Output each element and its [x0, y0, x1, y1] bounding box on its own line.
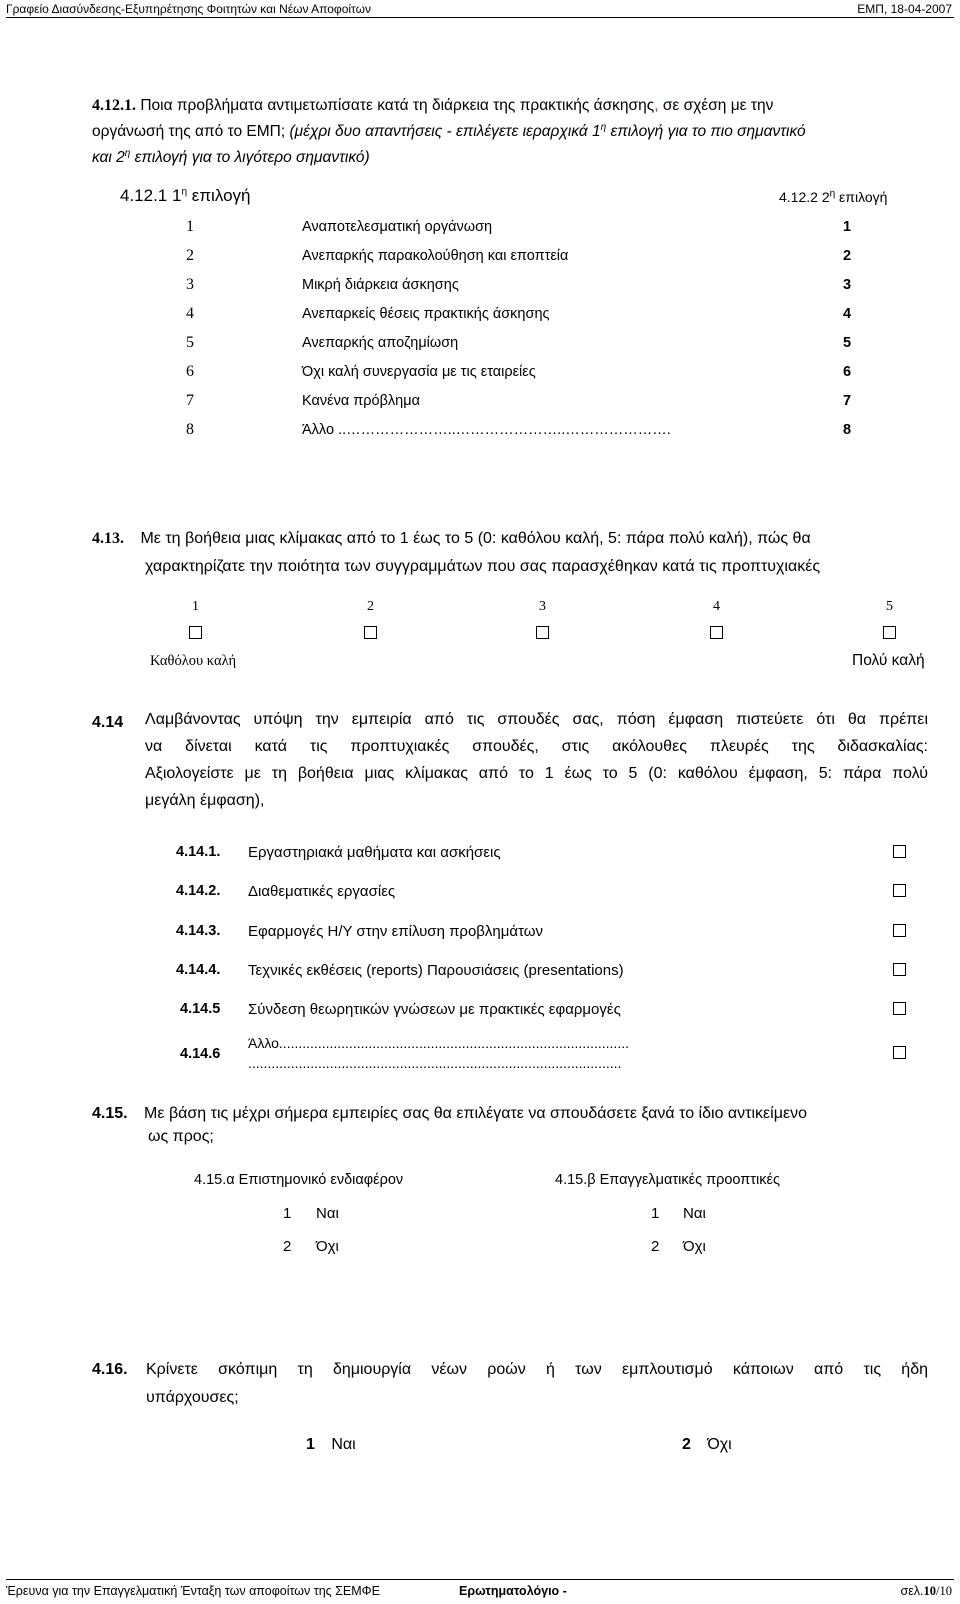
question-4-14-number: 4.14 [92, 714, 124, 731]
answer-number: 1 [651, 1205, 660, 1222]
option-number: 6 [186, 363, 194, 380]
item-label: Σύνδεση θεωρητικών γνώσεων με πρακτικές εφαρμογές [248, 1001, 621, 1018]
answer-number: 2 [651, 1238, 660, 1255]
item-code: 4.14.6 [180, 1046, 221, 1062]
header-rule [6, 17, 954, 18]
footer-left: Έρευνα για την Επαγγελματική Ένταξη των αποφοίτων της ΣΕΜΦΕ [6, 1584, 380, 1598]
checkbox-icon[interactable] [710, 626, 723, 639]
question-4-13-line2: χαρακτηρίζατε την ποιότητα των συγγραμμάτων που σας παρασχέθηκαν κατά τις προπτυχιακές [145, 558, 821, 575]
option-number: 8 [186, 421, 194, 438]
checkbox-icon[interactable] [893, 924, 906, 937]
column-career-prospects: 4.15.β Επαγγελματικές προοπτικές [555, 1172, 780, 1188]
option-number-second: 5 [843, 335, 852, 351]
checkbox-icon[interactable] [893, 884, 906, 897]
question-number: 4.12.1. [92, 97, 136, 114]
option-number-second: 1 [843, 219, 852, 235]
question-4-16-number: 4.16. [92, 1361, 128, 1378]
checkbox-icon[interactable] [883, 626, 896, 639]
question-4-12-line3: και $2^\eta$ επιλογή για το λιγότερο σημαντικό) [92, 147, 370, 166]
option-number-second: 3 [843, 277, 852, 293]
item-code: 4.14.1. [176, 844, 221, 860]
footer-rule [6, 1579, 954, 1580]
item-label-continued: ................................................................................................ [248, 1055, 622, 1071]
question-4-16-line1: Κρίνετε σκόπιμη τη δημιουργία νέων ροών ή των εμπλουτισμό κάποιων από τις ήδη [146, 1361, 928, 1378]
item-label: Τεχνικές εκθέσεις (reports) Παρουσιάσεις (presentations) [248, 962, 624, 979]
checkbox-icon[interactable] [536, 626, 549, 639]
item-code: 4.14.3. [176, 923, 221, 939]
option-number-second: 7 [843, 393, 852, 409]
scale-number: 3 [539, 599, 546, 614]
question-4-16-line2: υπάρχουσες; [146, 1389, 239, 1406]
scale-number: 2 [367, 599, 374, 614]
scale-low-label: Καθόλου καλή [150, 653, 237, 669]
footer-center: Ερωτηματολόγιο - [459, 1584, 567, 1598]
option-number: 7 [186, 392, 194, 409]
item-label: Άλλο.......................................................................................... [248, 1035, 629, 1051]
column-first-choice: 4.12.1 $1^\eta$ επιλογή [120, 186, 251, 205]
item-code: 4.14.5 [180, 1001, 221, 1017]
item-label: Εργαστηριακά μαθήματα και ασκήσεις [248, 844, 501, 861]
checkbox-icon[interactable] [893, 1002, 906, 1015]
question-4-15-line1: 4.15. Με βάση τις μέχρι σήμερα εμπειρίες σας θα επιλέγατε να σπουδάσετε ξανά το ίδιο αντικείμενο [92, 1105, 807, 1122]
item-label: Εφαρμογές Η/Υ στην επίλυση προβλημάτων [248, 923, 544, 940]
column-scientific-interest: 4.15.α Επιστημονικό ενδιαφέρον [194, 1172, 404, 1188]
question-4-12-line2: οργάνωσή της από το ΕΜΠ; (μέχρι δυο απαντήσεις - επιλέγετε ιεραρχικά $1^\eta$ επιλογή για το πιο σημαντικό [92, 121, 806, 140]
checkbox-icon[interactable] [893, 1046, 906, 1059]
option-number: 5 [186, 334, 194, 351]
option-label: Ανεπαρκής παρακολούθηση και εποπτεία [302, 248, 569, 264]
question-4-15-line2: ως προς; [148, 1128, 214, 1145]
option-label: Αναποτελεσματική οργάνωση [302, 219, 493, 235]
option-number-second: 8 [843, 422, 852, 438]
answer-number: 1 [283, 1205, 292, 1222]
answer-yes[interactable]: 1 Ναι [306, 1436, 356, 1453]
item-label: Διαθεματικές εργασίες [248, 883, 396, 900]
scale-number: 4 [713, 599, 720, 614]
scale-high-label: Πολύ καλή [852, 652, 925, 669]
checkbox-icon[interactable] [893, 963, 906, 976]
option-label: Ανεπαρκείς θέσεις πρακτικής άσκησης [302, 306, 550, 322]
option-number-second: 2 [843, 248, 852, 264]
checkbox-icon[interactable] [364, 626, 377, 639]
header-right: ΕΜΠ, 18-04-2007 [857, 2, 952, 16]
answer-no[interactable]: 2 Όχι [682, 1436, 732, 1453]
header-left: Γραφείο Διασύνδεσης-Εξυπηρέτησης Φοιτητών και Νέων Αποφοίτων [6, 2, 371, 16]
question-4-12-line1: 4.12.1. Ποια προβλήματα αντιμετωπίσατε κατά τη διάρκεια της πρακτικής άσκησης, σε σχέση με την [92, 97, 774, 114]
scale-number: 5 [886, 599, 893, 614]
option-label: Ανεπαρκής αποζημίωση [302, 335, 459, 351]
option-number: 3 [186, 276, 194, 293]
checkbox-icon[interactable] [893, 845, 906, 858]
option-number: 1 [186, 218, 194, 235]
column-second-choice: 4.12.2 $2^\eta$ επιλογή [779, 188, 888, 205]
item-code: 4.14.2. [176, 883, 221, 899]
answer-label: Ναι [683, 1205, 706, 1222]
question-4-14-text: Λαμβάνοντας υπόψη την εμπειρία από τις σπουδές σας, πόση έμφαση πιστεύετε ότι θα πρέπει να δίνεται κατά τις προπτυχιακές σπουδές, στις ακόλουθες πλευρές της διδασκαλίας: Αξιολογείστε με τη βοήθεια μιας κλίμακας από το 1 έως το 5 (0: καθόλου έμφαση, 5: πάρα πολύ μεγάλη έμφαση), [145, 711, 928, 809]
option-number: 4 [186, 305, 194, 322]
footer-page: σελ.10/10 [900, 1584, 952, 1598]
answer-label: Ναι [316, 1205, 339, 1222]
answer-label: Όχι [683, 1238, 706, 1255]
option-number-second: 6 [843, 364, 852, 380]
option-number: 2 [186, 247, 194, 264]
answer-number: 2 [283, 1238, 292, 1255]
option-label: Άλλο ..…………………..…………………..…………………. [302, 422, 671, 438]
checkbox-icon[interactable] [189, 626, 202, 639]
option-number-second: 4 [843, 306, 852, 322]
scale-number: 1 [192, 599, 199, 614]
question-4-13-line1: 4.13. Με τη βοήθεια μιας κλίμακας από το 1 έως το 5 (0: καθόλου καλή, 5: πάρα πολύ καλή), πώς θα [92, 530, 811, 547]
answer-label: Όχι [316, 1238, 339, 1255]
option-label: Όχι καλή συνεργασία με τις εταιρείες [302, 364, 536, 380]
item-code: 4.14.4. [176, 962, 221, 978]
option-label: Κανένα πρόβλημα [302, 393, 420, 409]
option-label: Μικρή διάρκεια άσκησης [302, 277, 459, 293]
